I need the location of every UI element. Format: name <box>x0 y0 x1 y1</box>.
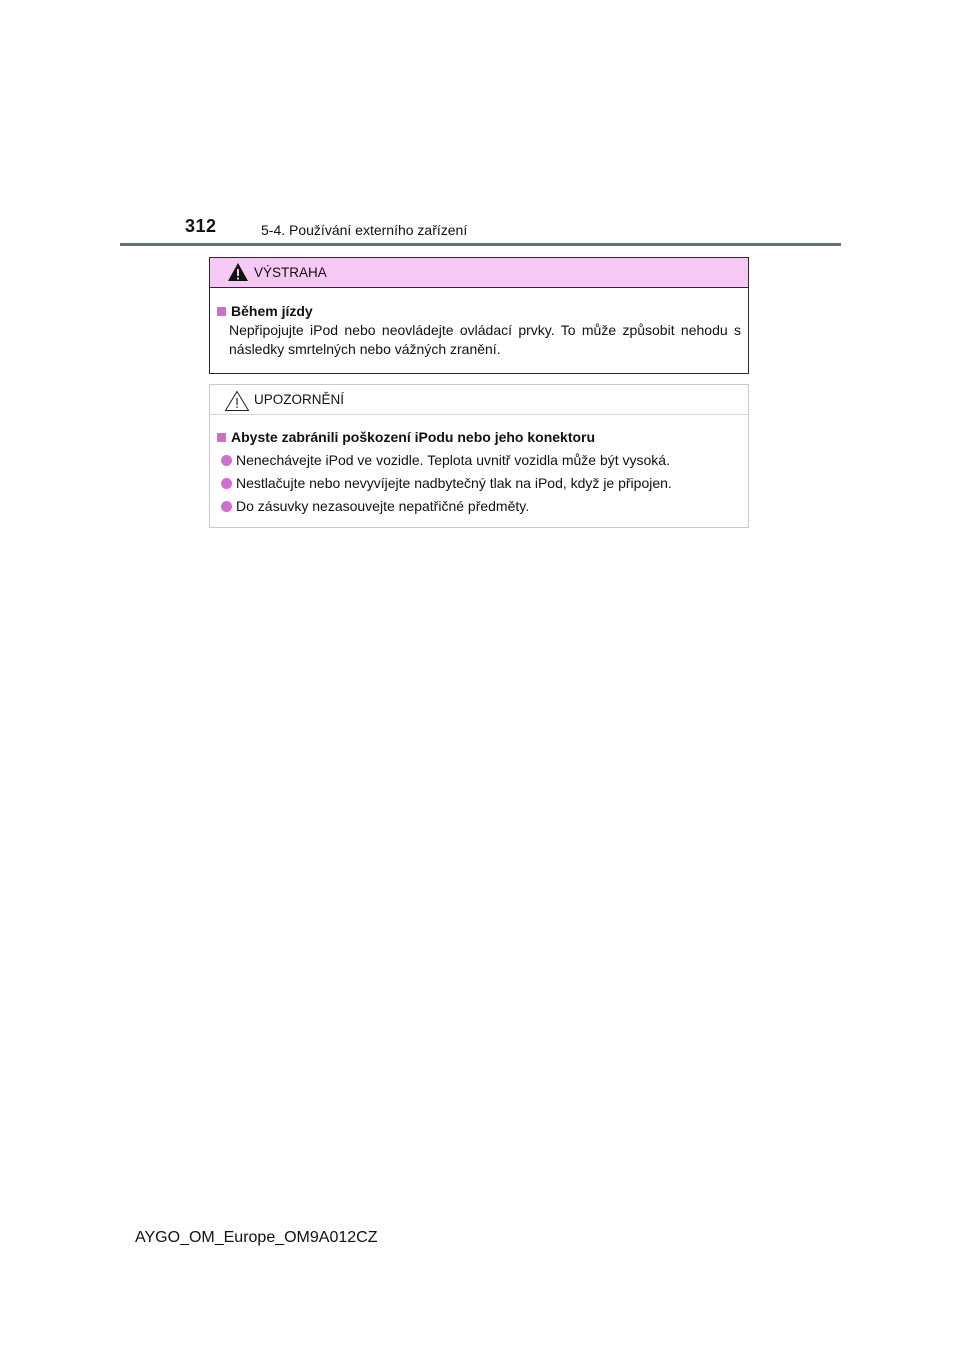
document-code: AYGO_OM_Europe_OM9A012CZ <box>135 1229 378 1246</box>
circle-bullet-icon <box>221 455 232 466</box>
warning-triangle-icon <box>227 262 249 282</box>
warning-heading-text: Během jízdy <box>231 303 313 319</box>
circle-bullet-icon <box>221 478 232 489</box>
caution-label: UPOZORNĚNÍ <box>254 392 345 407</box>
caution-heading <box>217 428 741 447</box>
caution-body <box>210 415 748 516</box>
caution-heading-text: Abyste zabránili poškození iPodu nebo jeho konektoru <box>231 429 596 445</box>
list-item <box>221 451 741 470</box>
square-bullet-icon <box>217 433 226 442</box>
list-item-text: Nestlačujte nebo nevyvíjejte nadbytečný tlak na iPod, když je připojen. <box>236 475 672 491</box>
warning-box <box>209 257 749 374</box>
circle-bullet-icon <box>221 501 232 512</box>
warning-box-header <box>210 258 748 288</box>
warning-body <box>210 288 748 359</box>
list-item-text: Do zásuvky nezasouvejte nepatřičné předměty. <box>236 498 530 514</box>
warning-text: Nepřipojujte iPod nebo neovládejte ovládací prvky. To může způsobit nehodu s následky smrtelných nebo vážných zranění. <box>229 322 741 357</box>
section-title: 5-4. Používání externího zařízení <box>261 222 468 238</box>
warning-label: VÝSTRAHA <box>254 265 327 280</box>
list-item <box>221 474 741 493</box>
header-divider <box>120 243 841 246</box>
caution-box-header <box>210 385 748 415</box>
warning-heading <box>217 302 741 321</box>
caution-triangle-icon <box>224 390 250 412</box>
square-bullet-icon <box>217 307 226 316</box>
caution-box <box>209 384 749 528</box>
list-item <box>221 497 741 516</box>
page-number: 312 <box>185 216 217 236</box>
list-item-text: Nenechávejte iPod ve vozidle. Teplota uvnitř vozidla může být vysoká. <box>236 452 670 468</box>
